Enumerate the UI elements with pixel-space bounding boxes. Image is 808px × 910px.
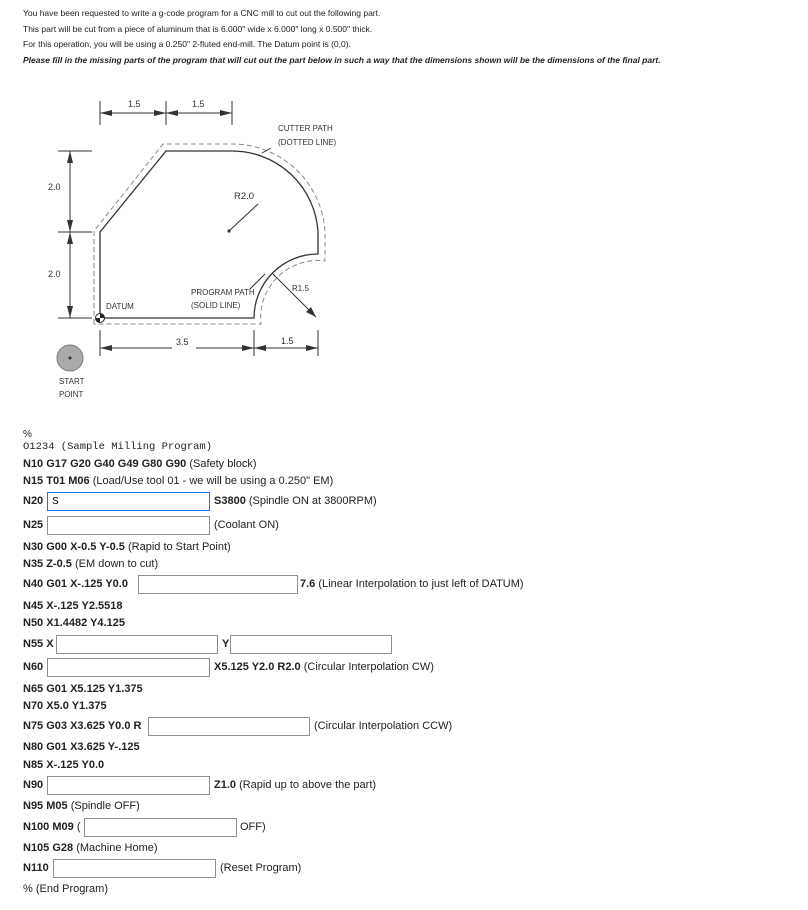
part-drawing — [0, 0, 808, 420]
cutter-path-label-2: (DOTTED LINE) — [278, 138, 337, 147]
n95-code: N95 M05 — [23, 800, 68, 812]
n95-note: (Spindle OFF) — [70, 800, 140, 812]
n100-code: N100 M09 — [23, 821, 74, 833]
n20-code: N20 — [23, 495, 44, 507]
line-n25-label — [23, 519, 43, 531]
dim-left-upper: 2.0 — [48, 182, 61, 192]
n25-answer-input[interactable] — [47, 516, 210, 535]
n110-answer-input[interactable] — [53, 859, 216, 878]
instruction-line-1: You have been requested to write a g-code program for a CNC mill to cut out the following part. — [23, 8, 381, 18]
program-path-label-1: PROGRAM PATH — [191, 288, 255, 297]
instruction-line-4: Please fill in the missing parts of the program that will cut out the part below in such a way that the dimensions shown will be the dimensions of the final part. — [23, 54, 661, 65]
n25-code: N25 — [23, 519, 44, 531]
cutter-path-label-1: CUTTER PATH — [278, 124, 333, 133]
instruction-line-3: For this operation, you will be using a 0.250" 2-fluted end-mill. The Datum point is (0,0). — [23, 39, 351, 49]
n55-y-input[interactable] — [230, 635, 392, 654]
line-n35 — [23, 558, 158, 570]
line-n80: N80 G01 X3.625 Y-.125 — [23, 741, 140, 753]
n40-note: (Linear Interpolation to just left of DATUM) — [318, 578, 524, 590]
line-n85: N85 X-.125 Y0.0 — [23, 759, 105, 771]
line-n20-label — [23, 495, 43, 507]
n90-note: (Rapid up to above the part) — [239, 779, 377, 791]
n15-note: (Load/Use tool 01 - we will be using a 0.250" EM) — [92, 475, 334, 487]
dim-left-lower: 2.0 — [48, 269, 61, 279]
line-n50: N50 X1.4482 Y4.125 — [23, 617, 125, 629]
n20-answer-input[interactable] — [47, 492, 210, 511]
line-n30 — [23, 541, 231, 553]
line-n105 — [23, 842, 158, 854]
line-n60-label — [23, 661, 43, 673]
line-n45: N45 X-.125 Y2.5518 — [23, 600, 123, 612]
radius-large-line — [229, 204, 258, 231]
line-n40-tail — [300, 578, 524, 590]
n55-code: N55 X — [23, 638, 54, 650]
line-n100-label — [23, 821, 81, 833]
n20-after: S3800 — [214, 495, 246, 507]
program-path-pointer — [250, 274, 265, 289]
n60-after: X5.125 Y2.0 R2.0 — [214, 661, 301, 673]
dim-bottom-main: 3.5 — [176, 337, 189, 347]
dim-bottom-right: 1.5 — [281, 336, 294, 346]
n90-after: Z1.0 — [214, 779, 237, 791]
program-start-percent: % — [23, 429, 32, 440]
line-n90-tail — [214, 779, 376, 791]
line-n90-label — [23, 779, 43, 791]
n100-answer-input[interactable] — [84, 818, 237, 837]
n55-x-input[interactable] — [56, 635, 218, 654]
line-n110-label — [23, 862, 49, 874]
dim-top-left: 1.5 — [128, 99, 141, 109]
n60-answer-input[interactable] — [47, 658, 210, 677]
n10-note: (Safety block) — [189, 458, 257, 470]
n75-radius-input[interactable] — [148, 717, 310, 736]
n55-y-label: Y — [222, 638, 230, 650]
n90-answer-input[interactable] — [47, 776, 210, 795]
n35-code: N35 Z-0.5 — [23, 558, 72, 570]
n40-answer-input[interactable] — [138, 575, 298, 594]
n60-code: N60 — [23, 661, 44, 673]
end-note: (End Program) — [35, 883, 108, 895]
cutter-path-pointer — [262, 148, 271, 153]
radius-large-label: R2.0 — [234, 191, 255, 202]
n110-code: N110 — [23, 862, 49, 874]
instruction-line-2: This part will be cut from a piece of aluminum that is 6.000" wide x 6.000" long x 0.500" thick. — [23, 23, 373, 34]
line-n60-tail — [214, 661, 434, 673]
n20-note: (Spindle ON at 3800RPM) — [248, 495, 377, 507]
n105-code: N105 G28 — [23, 842, 74, 854]
line-n65: N65 G01 X5.125 Y1.375 — [23, 683, 143, 695]
n30-code: N30 G00 X-0.5 Y-0.5 — [23, 541, 125, 553]
line-n95 — [23, 800, 140, 812]
start-label-2: POINT — [59, 390, 84, 399]
n60-note: (Circular Interpolation CW) — [303, 661, 434, 673]
datum-label: DATUM — [106, 302, 134, 311]
n40-code: N40 G01 X-.125 Y0.0 — [23, 578, 128, 590]
n105-note: (Machine Home) — [76, 842, 158, 854]
line-n15 — [23, 475, 333, 487]
line-n70: N70 X5.0 Y1.375 — [23, 700, 107, 712]
n110-note: (Reset Program) — [220, 862, 302, 874]
radius-small-label: R1.5 — [292, 284, 309, 293]
line-n10 — [23, 458, 257, 470]
line-n55-label — [23, 638, 54, 650]
n25-note: (Coolant ON) — [214, 519, 279, 531]
line-n40-label — [23, 578, 128, 590]
end-percent: % — [23, 883, 33, 895]
line-n75-label — [23, 720, 141, 732]
datum-icon — [96, 314, 105, 323]
n75-note: (Circular Interpolation CCW) — [314, 720, 453, 732]
n15-code: N15 T01 M06 — [23, 475, 90, 487]
line-n20-tail — [214, 495, 377, 507]
program-header: O1234 (Sample Milling Program) — [23, 441, 213, 453]
line-end — [23, 883, 108, 895]
program-path-label-2: (SOLID LINE) — [191, 301, 241, 310]
dim-top-right: 1.5 — [192, 99, 205, 109]
n35-note: (EM down to cut) — [74, 558, 159, 570]
n75-code: N75 G03 X3.625 Y0.0 R — [23, 720, 142, 732]
n100-open: ( — [76, 821, 81, 833]
start-label-1: START — [59, 377, 85, 386]
n10-code: N10 G17 G20 G40 G49 G80 G90 — [23, 458, 187, 470]
n90-code: N90 — [23, 779, 44, 791]
left-dimension-lines — [58, 151, 92, 318]
n40-after: 7.6 — [300, 578, 316, 590]
n30-note: (Rapid to Start Point) — [127, 541, 231, 553]
n100-after: OFF) — [240, 821, 266, 833]
